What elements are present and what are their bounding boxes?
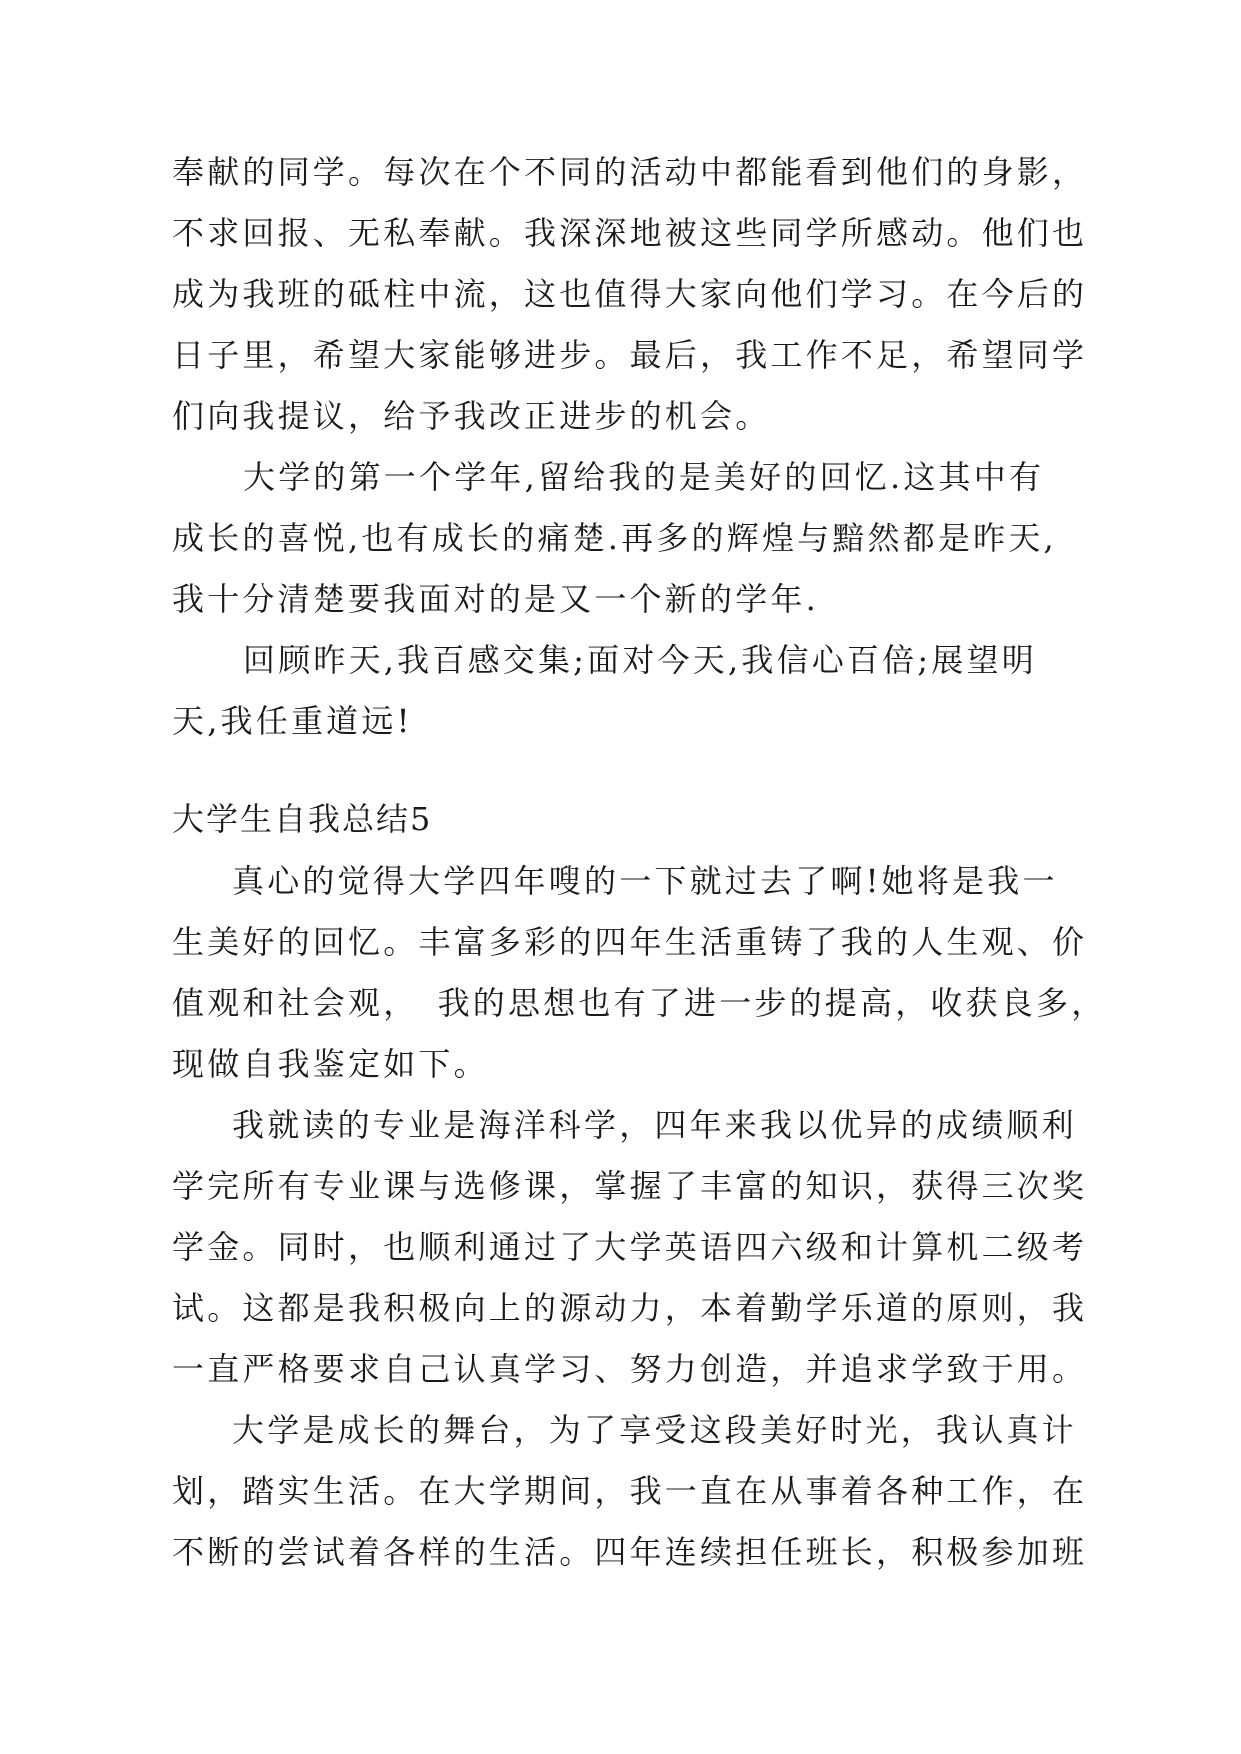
text-line: 大学是成长的舞台，为了享受这段美好时光，我认真计: [232, 1411, 1077, 1449]
text-line: 学完所有专业课与选修课，掌握了丰富的知识，获得三次奖: [172, 1167, 1088, 1205]
text-line: 现做自我鉴定如下。: [172, 1045, 489, 1083]
text-line: 日子里，希望大家能够进步。最后，我工作不足，希望同学: [172, 336, 1088, 374]
text-line: 不断的尝试着各样的生活。四年连续担任班长，积极参加班: [172, 1533, 1088, 1571]
text-line: 天,我任重道远!: [172, 702, 413, 740]
text-line: 奉献的同学。每次在个不同的活动中都能看到他们的身影，: [172, 153, 1088, 191]
text-line: 划，踏实生活。在大学期间，我一直在从事着各种工作，在: [172, 1472, 1088, 1510]
text-line: 我就读的专业是海洋科学，四年来我以优异的成绩顺利: [232, 1106, 1077, 1144]
text-line: 值观和社会观， 我的思想也有了进一步的提高，收获良多，: [172, 984, 1107, 1022]
text-line: 一直严格要求自己认真学习、努力创造，并追求学致于用。: [172, 1350, 1088, 1388]
text-line: 们向我提议，给予我改正进步的机会。: [172, 397, 771, 435]
text-line: 生美好的回忆。丰富多彩的四年生活重铸了我的人生观、价: [172, 923, 1088, 961]
text-line: 学金。同时，也顺利通过了大学英语四六级和计算机二级考: [172, 1228, 1088, 1266]
text-line: 真心的觉得大学四年嗖的一下就过去了啊!她将是我一: [232, 862, 1058, 900]
text-line: 不求回报、无私奉献。我深深地被这些同学所感动。他们也: [172, 214, 1088, 252]
text-line: 大学的第一个学年,留给我的是美好的回忆.这其中有: [243, 458, 1045, 496]
text-line: 成为我班的砥柱中流，这也值得大家向他们学习。在今后的: [172, 275, 1088, 313]
text-line: 试。这都是我积极向上的源动力，本着勤学乐道的原则，我: [172, 1289, 1088, 1327]
text-line: 回顾昨天,我百感交集;面对今天,我信心百倍;展望明: [243, 641, 1037, 679]
section-heading: 大学生自我总结5: [172, 800, 433, 838]
text-line: 成长的喜悦,也有成长的痛楚.再多的辉煌与黯然都是昨天,: [172, 519, 1057, 557]
text-line: 我十分清楚要我面对的是又一个新的学年.: [172, 580, 819, 618]
